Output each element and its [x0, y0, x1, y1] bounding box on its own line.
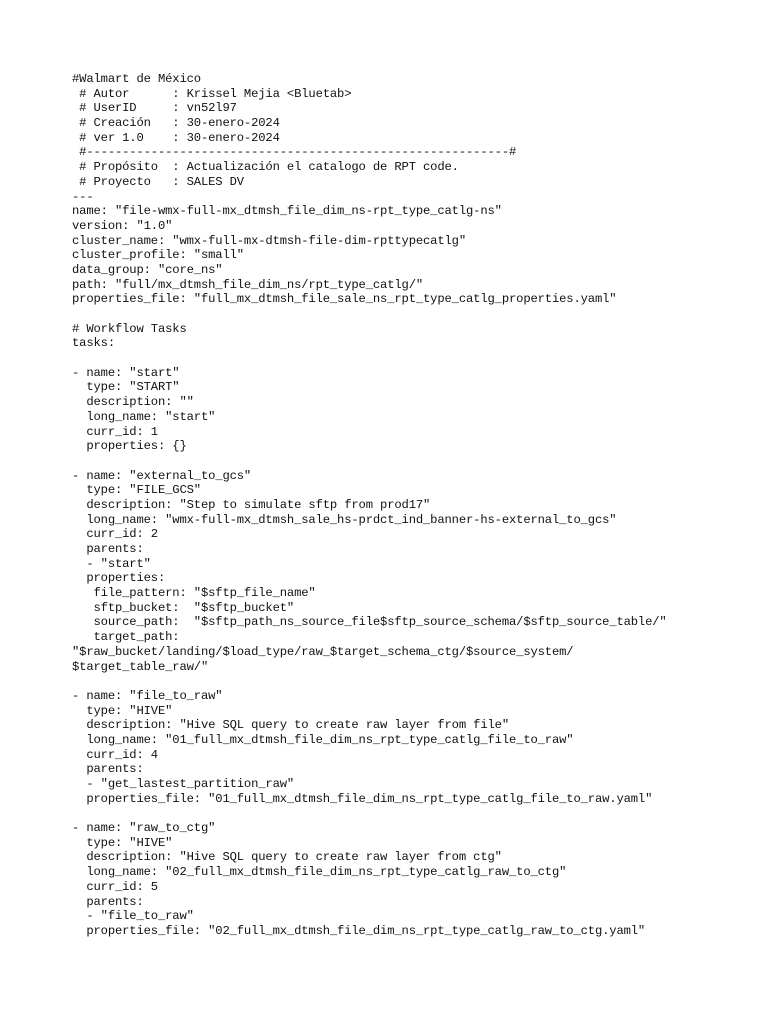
task-block — [72, 689, 752, 807]
blank-line — [72, 351, 752, 366]
task-line: type: "HIVE" — [72, 703, 173, 718]
config-cluster-profile: cluster_profile: "small" — [72, 248, 244, 263]
task-line: long_name: "start" — [72, 409, 216, 424]
task-line: curr_id: 4 — [72, 747, 158, 762]
header-creacion: # Creación : 30-enero-2024 — [72, 116, 280, 131]
tasks-key: tasks: — [72, 336, 115, 351]
header-autor: # Autor : Krissel Mejia <Bluetab> — [72, 86, 352, 101]
tasks-list — [72, 351, 752, 939]
header-company: #Walmart de México — [72, 72, 201, 86]
config-data-group: data_group: "core_ns" — [72, 262, 223, 277]
config-version: version: "1.0" — [72, 218, 173, 233]
task-block — [72, 821, 752, 939]
header-separator: #-----------------------------------------------------------# — [72, 145, 517, 160]
task-line: - name: "start" — [72, 365, 180, 380]
blank-line — [72, 674, 752, 689]
config-name: name: "file-wmx-full-mx_dtmsh_file_dim_ns-rpt_type_catlg-ns" — [72, 204, 502, 219]
task-line: long_name: "wmx-full-mx_dtmsh_sale_hs-prdct_ind_banner-hs-external_to_gcs" — [72, 512, 617, 527]
task-line: - "file_to_raw" — [72, 909, 194, 924]
task-line: properties: {} — [72, 439, 187, 454]
task-line: source_path: "$sftp_path_ns_source_file$sftp_source_schema/$sftp_source_table/" — [72, 615, 667, 630]
task-block — [72, 366, 752, 454]
task-line: - name: "raw_to_ctg" — [72, 821, 216, 836]
task-line: long_name: "02_full_mx_dtmsh_file_dim_ns_rpt_type_catlg_raw_to_ctg" — [72, 865, 567, 880]
task-line: description: "" — [72, 395, 194, 410]
config-cluster-name: cluster_name: "wmx-full-mx-dtmsh-file-dim-rpttypecatlg" — [72, 233, 467, 248]
task-line: properties: — [72, 571, 166, 586]
task-line: long_name: "01_full_mx_dtmsh_file_dim_ns_rpt_type_catlg_file_to_raw" — [72, 732, 574, 747]
task-line: type: "START" — [72, 380, 180, 395]
task-line: sftp_bucket: "$sftp_bucket" — [72, 600, 295, 615]
config-properties-file: properties_file: "full_mx_dtmsh_file_sale_ns_rpt_type_catlg_properties.yaml" — [72, 292, 617, 307]
task-line: parents: — [72, 894, 144, 909]
blank-line — [72, 307, 752, 322]
task-line: "$raw_bucket/landing/$load_type/raw_$target_schema_ctg/$source_system/ — [72, 644, 574, 659]
task-line: type: "HIVE" — [72, 835, 173, 850]
blank-line — [72, 454, 752, 469]
task-line: - "start" — [72, 556, 151, 571]
task-line: properties_file: "02_full_mx_dtmsh_file_dim_ns_rpt_type_catlg_raw_to_ctg.yaml" — [72, 923, 646, 938]
task-line: parents: — [72, 762, 144, 777]
header-version: # ver 1.0 : 30-enero-2024 — [72, 130, 280, 145]
task-line: - name: "external_to_gcs" — [72, 468, 252, 483]
task-line: properties_file: "01_full_mx_dtmsh_file_dim_ns_rpt_type_catlg_file_to_raw.yaml" — [72, 791, 653, 806]
document-start-marker: --- — [72, 189, 94, 204]
task-line: - "get_lastest_partition_raw" — [72, 777, 295, 791]
task-line: parents: — [72, 542, 144, 556]
task-line: curr_id: 2 — [72, 527, 158, 542]
task-line: - name: "file_to_raw" — [72, 688, 223, 703]
workflow-comment: # Workflow Tasks — [72, 321, 187, 336]
task-line: description: "Hive SQL query to create raw layer from ctg" — [72, 850, 502, 865]
task-line: target_path: — [72, 630, 180, 645]
document-page — [72, 72, 752, 939]
config-path: path: "full/mx_dtmsh_file_dim_ns/rpt_type_catlg/" — [72, 277, 424, 292]
task-line: curr_id: 1 — [72, 424, 158, 439]
header-proyecto: # Proyecto : SALES DV — [72, 174, 244, 189]
task-line: curr_id: 5 — [72, 879, 158, 894]
task-block — [72, 469, 752, 675]
task-line: description: "Step to simulate sftp from prod17" — [72, 497, 431, 512]
task-line: file_pattern: "$sftp_file_name" — [72, 586, 316, 601]
header-proposito: # Propósito : Actualización el catalogo de RPT code. — [72, 160, 459, 175]
task-line: $target_table_raw/" — [72, 659, 209, 674]
task-line: description: "Hive SQL query to create raw layer from file" — [72, 718, 509, 733]
header-userid: # UserID : vn52l97 — [72, 101, 237, 116]
task-line: type: "FILE_GCS" — [72, 483, 201, 498]
blank-line — [72, 806, 752, 821]
